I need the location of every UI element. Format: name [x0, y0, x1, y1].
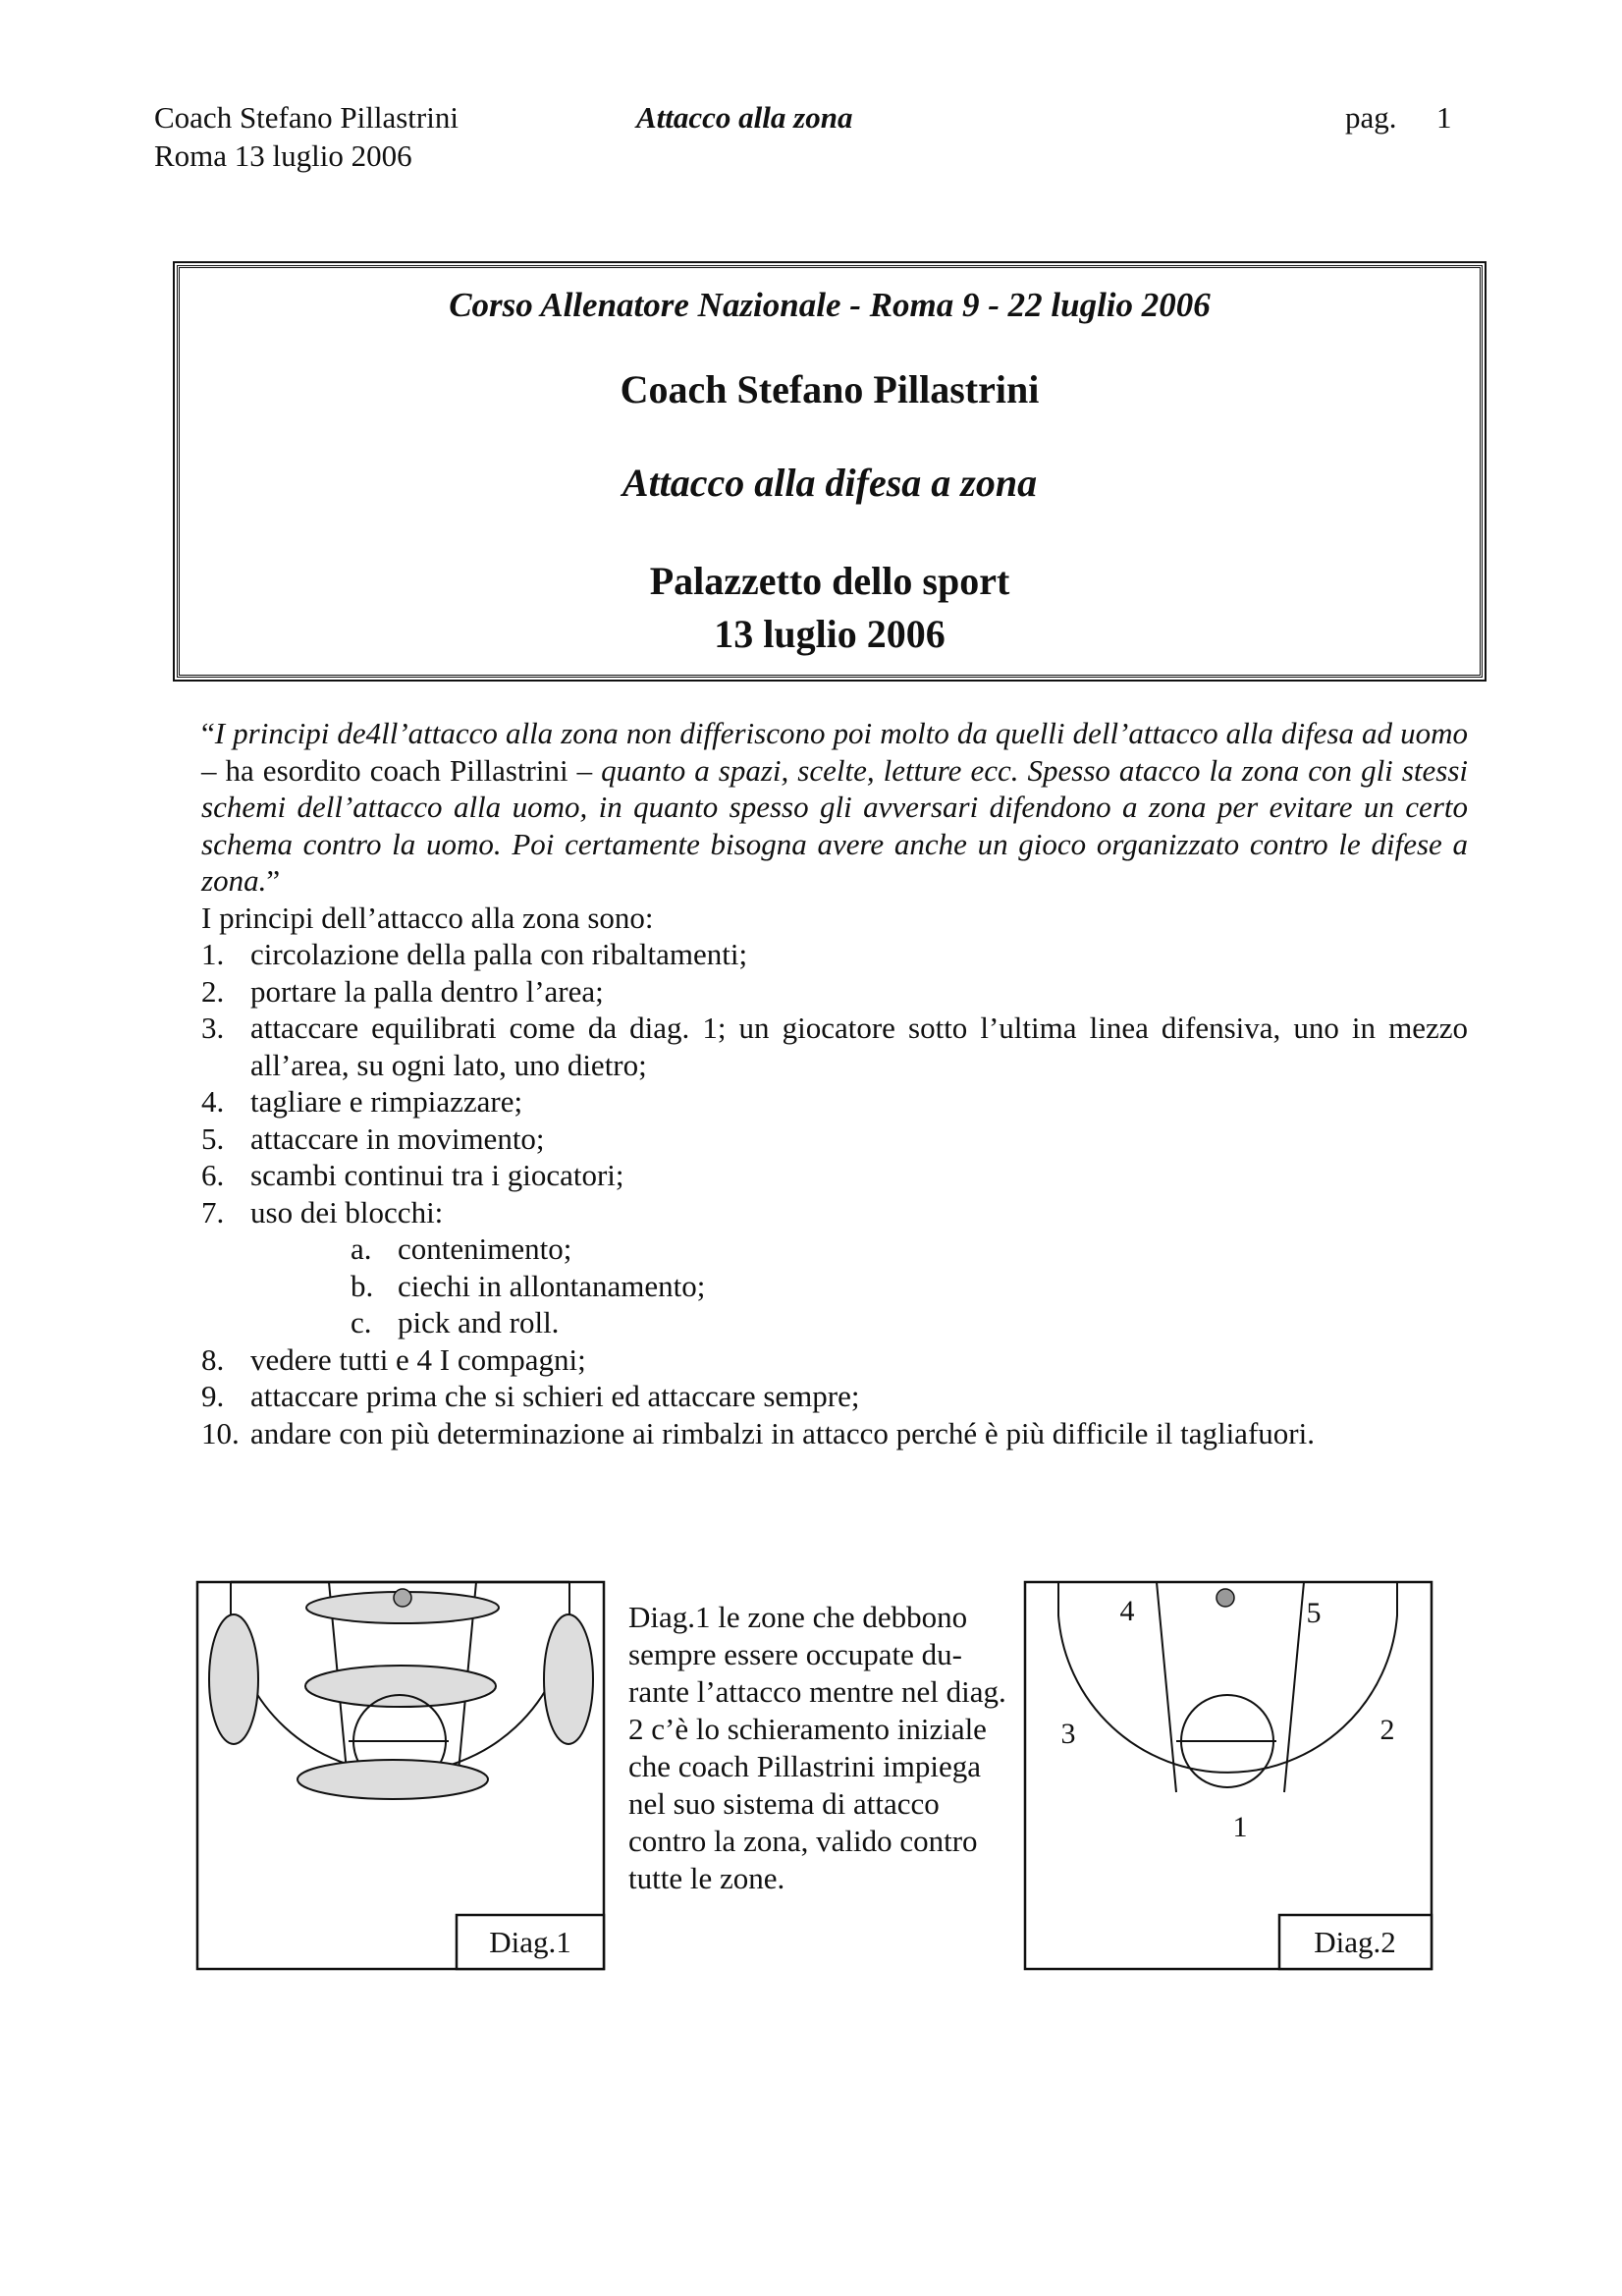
open-quote: “: [201, 716, 215, 750]
list-number: 1.: [201, 937, 225, 971]
sublist-item: [201, 1230, 1468, 1268]
list-text: vedere tutti e 4 I compagni;: [250, 1341, 586, 1377]
intro-paragraph: [201, 715, 1468, 900]
list-number: 6.: [201, 1158, 225, 1192]
list-number: 4.: [201, 1084, 225, 1119]
list-item: [201, 936, 1468, 973]
principles-list: [201, 936, 1468, 1451]
sublist-text: pick and roll.: [398, 1305, 560, 1339]
list-item: [201, 1083, 1468, 1121]
list-text: circolazione della palla con ribaltamenti;: [250, 937, 748, 971]
diagram-1: [191, 1576, 614, 1979]
diag2-label: Diag.2: [1314, 1925, 1396, 1959]
list-text: portare la palla dentro l’area;: [250, 973, 604, 1009]
header-title: Attacco alla zona: [636, 100, 853, 135]
list-number: 5.: [201, 1121, 225, 1156]
zone-right-side: [544, 1614, 593, 1744]
list-item: [201, 973, 1468, 1011]
venue-block: [180, 555, 1480, 661]
three-point-arc: [1058, 1582, 1397, 1773]
diag1-label: Diag.1: [489, 1925, 571, 1959]
player-2: 2: [1379, 1714, 1395, 1746]
list-text: scambi continui tra i giocatori;: [250, 1158, 624, 1192]
player-1: 1: [1232, 1811, 1248, 1843]
list-text: attaccare prima che si schieri ed attaccare sempre;: [250, 1379, 860, 1413]
list-text: andare con più determinazione ai rimbalzi in attacco perché è più difficile il tagliafuori.: [250, 1415, 1315, 1450]
ball-icon: [394, 1589, 411, 1607]
list-number: 8.: [201, 1341, 225, 1377]
sublist-letter: b.: [351, 1268, 374, 1303]
lane-line-right: [1284, 1582, 1304, 1792]
sublist-item: [201, 1304, 1468, 1341]
quote-part-1: I principi de4ll’attacco alla zona non differiscono poi molto da quelli dell’attacco alla difesa ad uomo: [214, 716, 1468, 750]
list-item: [201, 1010, 1468, 1083]
zone-top: [297, 1760, 488, 1799]
sublist-item: [201, 1268, 1468, 1305]
player-5: 5: [1306, 1597, 1322, 1629]
list-text: attaccare in movimento;: [250, 1121, 545, 1156]
page-number: 1: [1436, 100, 1452, 135]
list-number: 9.: [201, 1379, 225, 1413]
list-item: [201, 1121, 1468, 1158]
sublist-letter: c.: [351, 1305, 372, 1339]
list-item: [201, 1341, 1468, 1379]
zone-left-side: [209, 1614, 258, 1744]
diagram-caption: Diag.1 le zone che debbono sempre essere occupate du-rante l’attacco mentre nel diag. 2 c’è lo schieramento iniziale che coach Pillastrini impiega nel suo sistema di attacco contro la zona, valido contro tutte le zone.: [628, 1600, 1006, 1895]
sublist-text: contenimento;: [398, 1231, 572, 1266]
zone-mid-lane: [305, 1666, 496, 1707]
player-4: 4: [1119, 1595, 1135, 1627]
sublist-text: ciechi in allontanamento;: [398, 1268, 706, 1303]
player-3: 3: [1060, 1718, 1076, 1750]
list-item: [201, 1157, 1468, 1194]
diagram-2: [1019, 1576, 1441, 1979]
list-number: 2.: [201, 973, 225, 1009]
header-author: Coach Stefano Pillastrini: [154, 100, 459, 135]
list-number: 3.: [201, 1011, 225, 1045]
venue-name: Palazzetto dello sport: [649, 559, 1010, 603]
event-date: 13 luglio 2006: [714, 612, 946, 656]
quote-part-2: quanto a spazi, scelte, letture ecc. Spesso atacco la zona con gli stessi schemi dell’attacco alla uomo, in quanto spesso gli avversari difendono a zona per evitare un certo schema contro la uomo. Poi certamente bisogna avere anche un gioco organizzato contro le difese a zona.: [201, 752, 1468, 898]
coach-name: Coach Stefano Pillastrini: [620, 367, 1040, 411]
principles-lead: I principi dell’attacco alla zona sono:: [201, 901, 654, 935]
list-item: [201, 1378, 1468, 1415]
close-quote: ”: [266, 863, 281, 898]
header-date: Roma 13 luglio 2006: [154, 138, 412, 173]
list-item: [201, 1415, 1468, 1452]
list-item: [201, 1194, 1468, 1231]
sublist-letter: a.: [351, 1231, 372, 1266]
page-label: pag.: [1345, 100, 1397, 135]
court-outline: [1025, 1582, 1432, 1969]
list-number: 7.: [201, 1194, 225, 1230]
quote-aside: – ha esordito coach Pillastrini –: [201, 752, 602, 788]
ball-icon: [1216, 1589, 1234, 1607]
list-number: 10.: [201, 1415, 240, 1450]
list-text: attaccare equilibrati come da diag. 1; un giocatore sotto l’ultima linea difensiva, uno in mezzo all’area, su ogni lato, uno dietro;: [250, 1011, 1468, 1082]
course-title: Corso Allenatore Nazionale - Roma 9 - 22 luglio 2006: [449, 286, 1211, 324]
list-text: tagliare e rimpiazzare;: [250, 1084, 523, 1119]
list-text: uso dei blocchi:: [250, 1194, 444, 1230]
title-box: [177, 265, 1483, 678]
topic-title: Attacco alla difesa a zona: [622, 461, 1038, 505]
